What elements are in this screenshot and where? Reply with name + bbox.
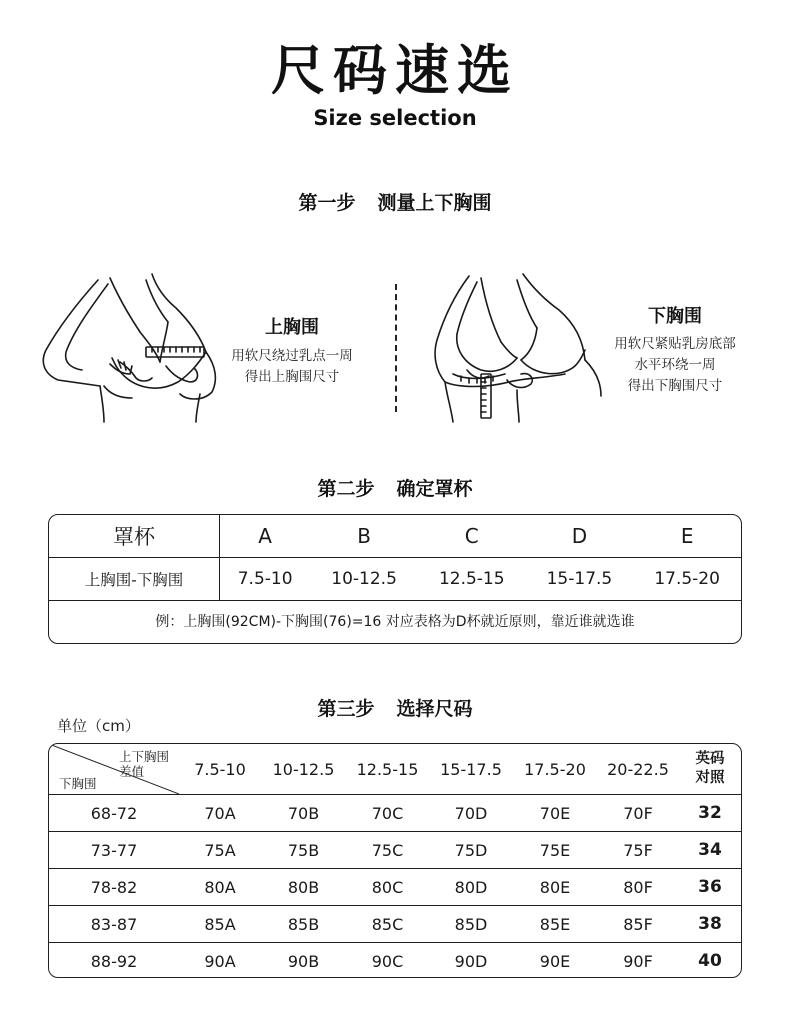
size-cell: 75F xyxy=(597,832,679,869)
step2-prefix: 第二步 xyxy=(317,478,375,500)
table-row xyxy=(49,906,741,943)
size-cell: 70A xyxy=(179,795,261,832)
uk-header-line: 英码 xyxy=(695,751,725,767)
cup-cell: C xyxy=(418,515,526,558)
size-cell: 70D xyxy=(429,795,513,832)
size-cell: 90B xyxy=(287,951,320,971)
size-cell: 70B xyxy=(261,795,346,832)
underbust-cell: 83-87 xyxy=(49,906,179,943)
size-cell: 80F xyxy=(597,869,679,906)
under-bust-title: 下胸围 xyxy=(648,306,702,327)
under-bust-desc-line: 得出下胸围尺寸 xyxy=(627,378,723,394)
corner-top-line2: 差值 xyxy=(119,764,145,779)
under-bust-illustration xyxy=(425,270,605,430)
cup-cell: A xyxy=(220,515,311,558)
size-cell: 85D xyxy=(429,906,513,943)
size-cell: 70C xyxy=(346,795,429,832)
corner-cell xyxy=(49,744,179,795)
upper-bust-desc xyxy=(207,346,377,388)
cup-table xyxy=(48,514,742,644)
size-cell: 85B xyxy=(261,906,346,943)
example-row xyxy=(49,601,741,642)
step2-title: 确定罩杯 xyxy=(396,478,473,500)
size-cell: 85F xyxy=(597,906,679,943)
difference-cell: 12.5-15 xyxy=(418,558,526,601)
unit-label: 单位（cm） xyxy=(57,717,140,735)
size-cell: 90C xyxy=(371,951,404,971)
size-cell: 90E xyxy=(539,951,571,971)
dashed-divider xyxy=(395,284,397,412)
size-table xyxy=(48,743,742,978)
size-cell: 70F xyxy=(597,795,679,832)
diff-header: 17.5-20 xyxy=(513,744,597,795)
example-note: 例：上胸围(92CM)-下胸围(76)=16 对应表格为D杯就近原则，靠近谁就选谁 xyxy=(155,614,635,630)
size-cell: 90A xyxy=(204,951,236,971)
table-row xyxy=(49,795,741,832)
size-cell: 75A xyxy=(179,832,261,869)
size-cell: 75D xyxy=(429,832,513,869)
diff-header: 7.5-10 xyxy=(179,744,261,795)
underbust-cell: 73-77 xyxy=(49,832,179,869)
difference-row xyxy=(49,558,741,601)
difference-row-label: 上胸围-下胸围 xyxy=(49,558,220,601)
difference-cell: 15-17.5 xyxy=(526,558,634,601)
table-row xyxy=(49,869,741,906)
size-cell: 90F xyxy=(623,951,653,971)
diff-header: 10-12.5 xyxy=(261,744,346,795)
page-title: 尺码速选 xyxy=(271,39,519,102)
upper-bust-desc-line: 得出上胸围尺寸 xyxy=(244,369,340,385)
size-cell: 80A xyxy=(179,869,261,906)
cup-cell: E xyxy=(633,515,741,558)
size-cell: 70E xyxy=(513,795,597,832)
cup-cell: B xyxy=(310,515,418,558)
uk-size-cell: 38 xyxy=(679,906,741,943)
under-bust-desc-line: 水平环绕一周 xyxy=(634,357,716,373)
size-cell: 75E xyxy=(513,832,597,869)
diff-header: 12.5-15 xyxy=(346,744,429,795)
underbust-cell: 88-92 xyxy=(90,951,138,971)
size-table-header xyxy=(49,744,741,795)
under-bust-desc xyxy=(590,334,760,397)
step3-prefix: 第三步 xyxy=(317,698,375,720)
size-cell: 80B xyxy=(261,869,346,906)
under-bust-desc-line: 用软尺紧贴乳房底部 xyxy=(614,336,736,352)
step1-heading xyxy=(0,188,790,215)
size-cell: 80C xyxy=(346,869,429,906)
size-cell: 85C xyxy=(346,906,429,943)
difference-cell: 10-12.5 xyxy=(310,558,418,601)
diff-header: 20-22.5 xyxy=(597,744,679,795)
underbust-cell: 78-82 xyxy=(49,869,179,906)
step3-title: 选择尺码 xyxy=(396,698,473,720)
cup-row-label: 罩杯 xyxy=(49,515,220,558)
corner-bottom: 下胸围 xyxy=(59,776,97,791)
size-cell: 75C xyxy=(346,832,429,869)
size-cell: 85A xyxy=(179,906,261,943)
cup-row xyxy=(49,515,741,558)
uk-size-cell: 32 xyxy=(679,795,741,832)
difference-cell: 17.5-20 xyxy=(633,558,741,601)
step2-heading xyxy=(0,474,790,501)
uk-size-cell: 34 xyxy=(679,832,741,869)
table-row xyxy=(49,943,741,979)
upper-bust-desc-line: 用软尺绕过乳点一周 xyxy=(231,348,353,364)
difference-cell: 7.5-10 xyxy=(220,558,311,601)
uk-header-line: 对照 xyxy=(695,770,725,786)
page-subtitle: Size selection xyxy=(313,106,477,130)
size-cell: 80E xyxy=(513,869,597,906)
uk-size-cell: 36 xyxy=(679,869,741,906)
uk-size-header xyxy=(679,744,741,795)
uk-size-cell: 40 xyxy=(698,951,722,971)
size-cell: 90D xyxy=(454,951,488,971)
underbust-cell: 68-72 xyxy=(49,795,179,832)
step1-title: 测量上下胸围 xyxy=(377,192,492,214)
size-cell: 75B xyxy=(261,832,346,869)
size-cell: 80D xyxy=(429,869,513,906)
corner-top-line1: 上下胸围 xyxy=(119,749,170,764)
table-row xyxy=(49,832,741,869)
step1-prefix: 第一步 xyxy=(298,192,356,214)
upper-bust-title: 上胸围 xyxy=(265,317,319,338)
size-cell: 85E xyxy=(513,906,597,943)
cup-cell: D xyxy=(526,515,634,558)
diff-header: 15-17.5 xyxy=(429,744,513,795)
